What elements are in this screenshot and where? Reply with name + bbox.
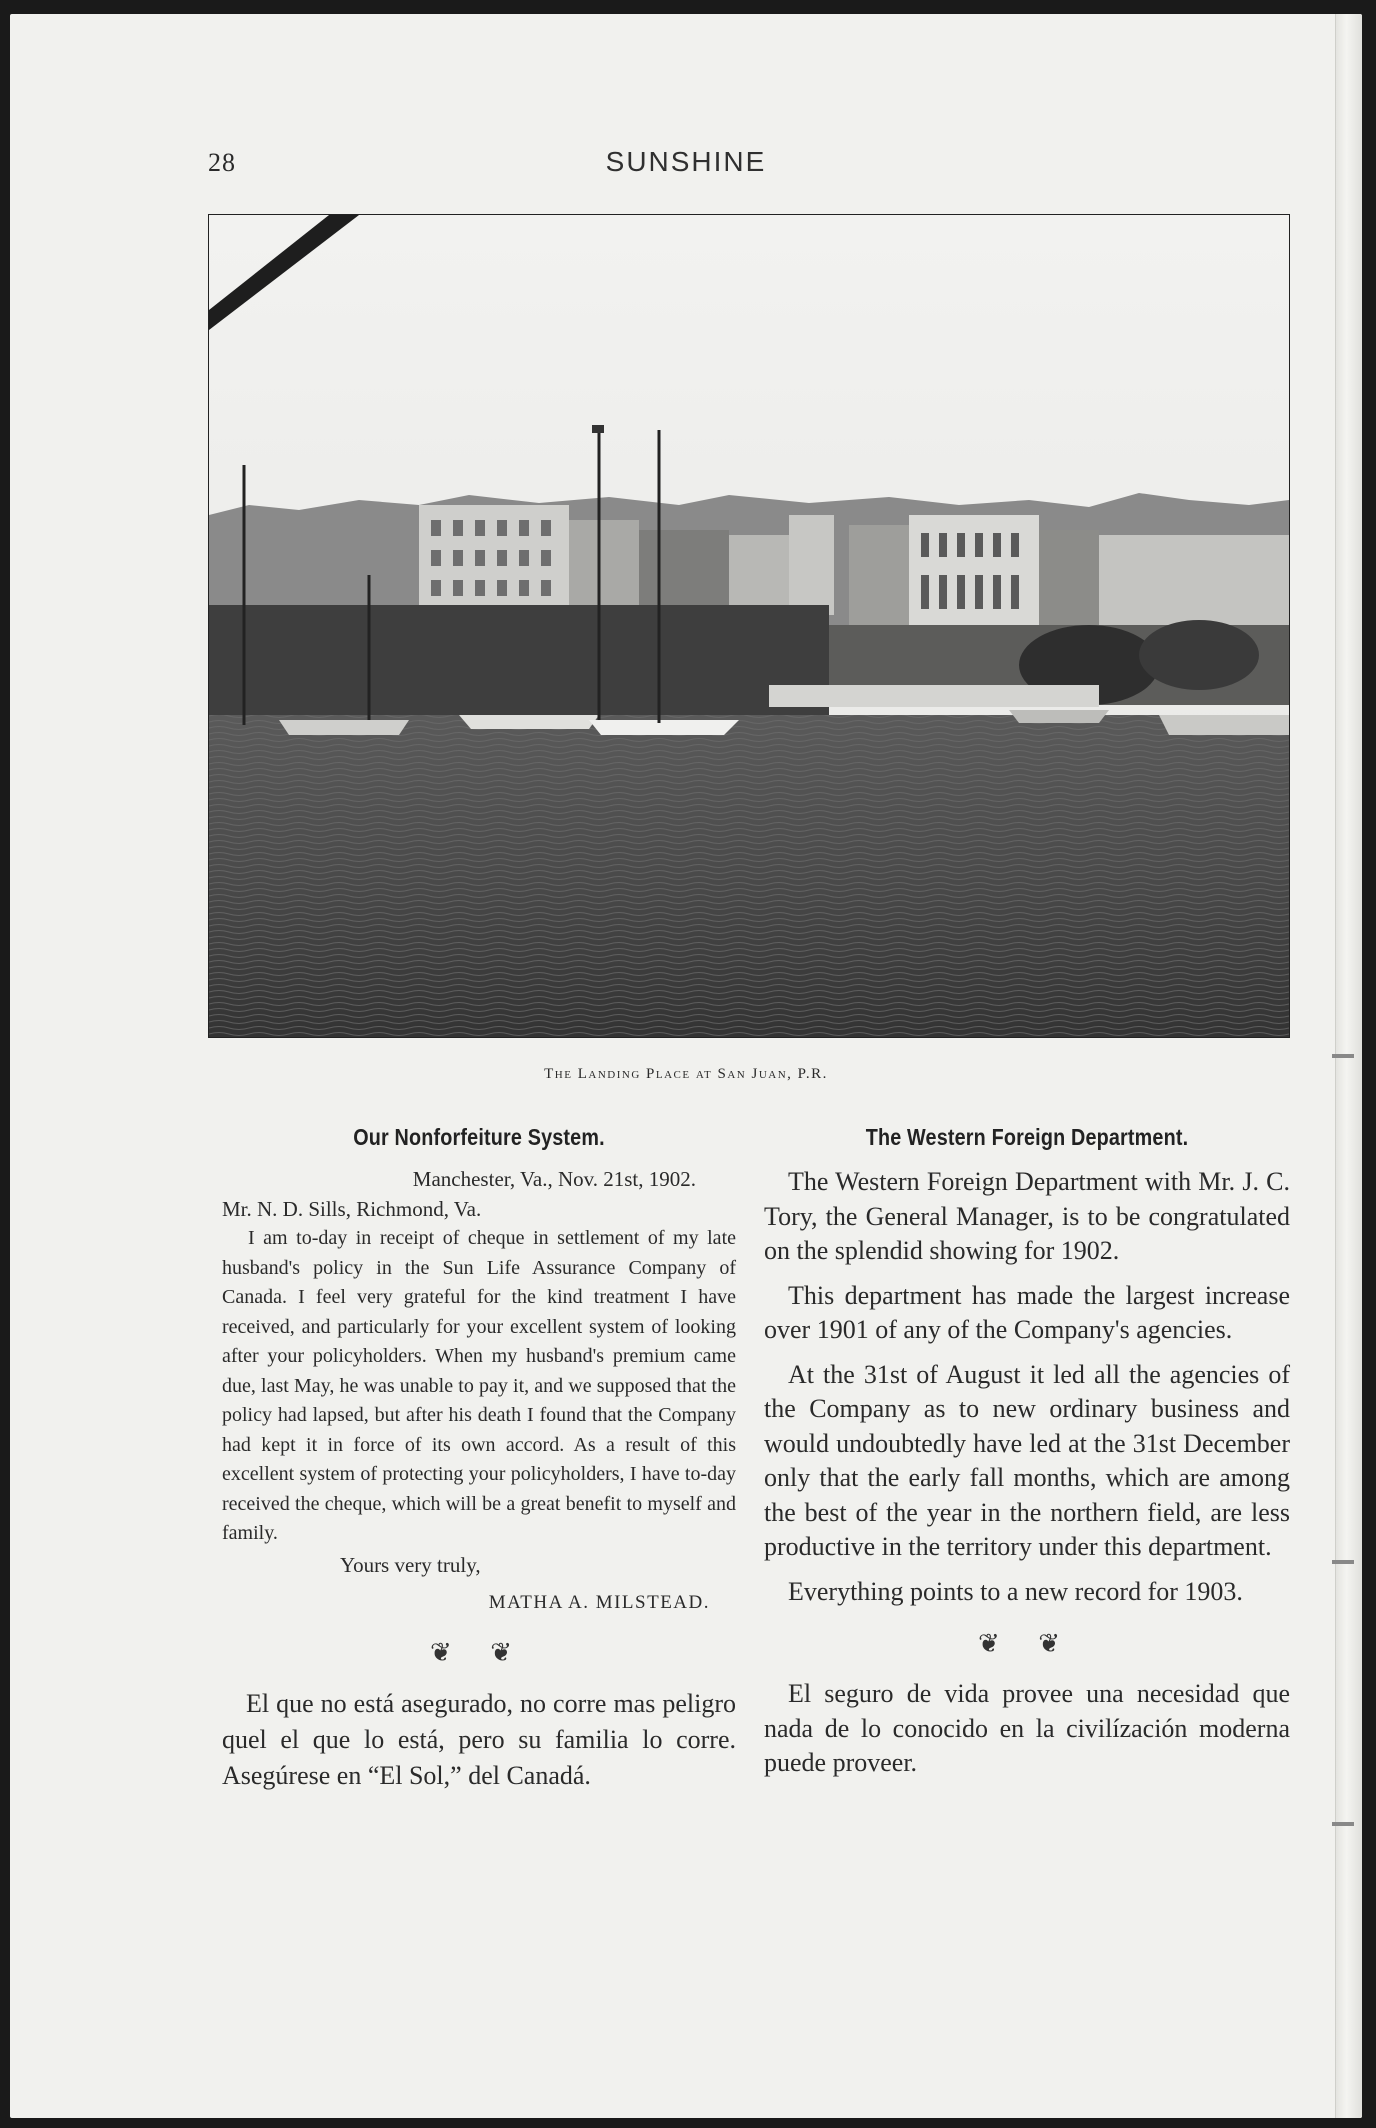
running-title: SUNSHINE bbox=[605, 146, 767, 177]
left-article-heading: Our Nonforfeiture System. bbox=[353, 1124, 605, 1150]
letter-dateline: Manchester, Va., Nov. 21st, 1902. bbox=[412, 1167, 696, 1191]
page-number: 28 bbox=[208, 148, 236, 177]
right-column bbox=[764, 1124, 1290, 1791]
left-column bbox=[222, 1124, 736, 1794]
letter-addressee: Mr. N. D. Sills, Richmond, Va. bbox=[222, 1196, 482, 1221]
spanish-note-right: El seguro de vida provee una necesidad que nada de lo conocido en la civilízación moderna puede proveer. bbox=[764, 1679, 1290, 1777]
letter-signature: MATHA A. MILSTEAD. bbox=[488, 1592, 710, 1613]
department-article bbox=[764, 1165, 1290, 1609]
magazine-page bbox=[10, 14, 1362, 2118]
photo-caption: The Landing Place at San Juan, P.R. bbox=[544, 1066, 828, 1082]
page-edge-mark bbox=[1332, 1054, 1354, 1058]
article-paragraph: At the 31st of August it led all the agencies of the Company as to new ordinary business and would undoubtedly have led at the 31st December only that the early fall months, which are among the best of the year in the northern field, are less productive in the territory under this department. bbox=[764, 1359, 1290, 1561]
article-paragraph: The Western Foreign Department with Mr. J. C. Tory, the General Manager, is to be congratulated on the splendid showing for 1902. bbox=[764, 1167, 1290, 1265]
article-paragraph: Everything points to a new record for 1903. bbox=[788, 1576, 1243, 1606]
page-edge-mark bbox=[1332, 1822, 1354, 1826]
ornament-left: ❦ ❦ bbox=[429, 1637, 529, 1667]
letter-body: I am to-day in receipt of cheque in settlement of my late husband's policy in the Sun Life Assurance Company of Canada. I feel very grateful for the kind treatment I have received, and particularly for your excellent system of looking after your policyholders. When my husband's premium came due, last May, he was unable to pay it, and we supposed that the policy had lapsed, but after his death I found that the Company had kept it in force of its own accord. As a result of this excellent system of protecting your policyholders, I have to-day received the cheque, which will be a great benefit to myself and family. bbox=[222, 1227, 736, 1544]
article-paragraph: This department has made the largest increase over 1901 of any of the Company's agencies. bbox=[764, 1280, 1290, 1344]
letter-closing: Yours very truly, bbox=[340, 1552, 481, 1577]
spanish-note-left: El que no está asegurado, no corre mas peligro quel el que lo está, pero su familia lo corre. Asegúrese en “El Sol,” del Canadá. bbox=[222, 1688, 736, 1790]
harbor-photograph bbox=[208, 214, 1290, 1038]
spanish-note-right-wrap bbox=[764, 1677, 1290, 1781]
page-edge-mark bbox=[1332, 1560, 1354, 1564]
letter bbox=[222, 1165, 736, 1618]
ornament-right: ❦ ❦ bbox=[977, 1629, 1077, 1658]
right-article-heading: The Western Foreign Department. bbox=[865, 1124, 1189, 1150]
